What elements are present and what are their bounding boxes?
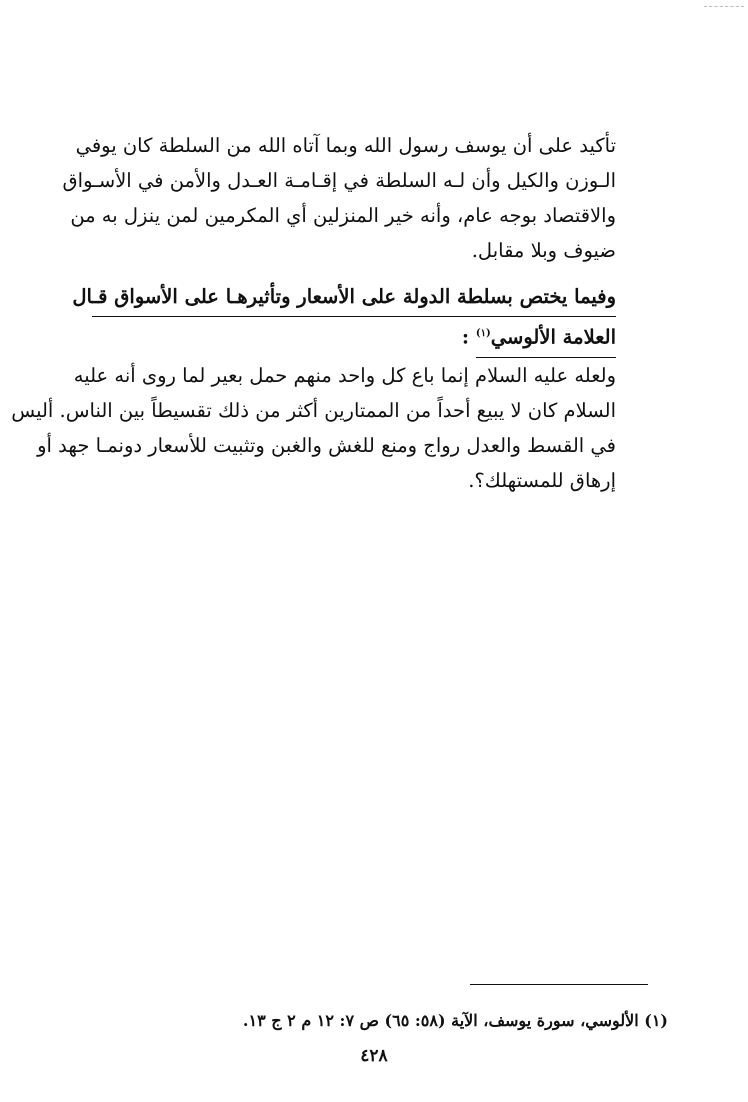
paragraph-line: السلام كان لا يبيع أحداً من الممتارين أكثر من ذلك تقسيطاً بين الناس. أليس (11, 399, 616, 422)
heading-colon: : (461, 325, 470, 349)
scan-mark (704, 6, 744, 8)
footnote-reference[interactable]: (١) (475, 328, 491, 339)
paragraph-line-last: إرهاق للمستهلك؟. (468, 469, 616, 492)
heading-line-2-underlined (476, 317, 616, 358)
section-heading (72, 280, 616, 358)
footnote: (١) الألوسي، سورة يوسف، الآية (٥٨: ٦٥) ص ٧: ١٢ م ٢ ج ١٣. (242, 1011, 668, 1030)
paragraph-line: الـوزن والكيل وأن لـه السلطة في إقـامـة العـدل والأمن في الأسـواق (62, 169, 616, 192)
paragraph-line: تأكيد على أن يوسف رسول الله وبما آتاه الله من السلطة كان يوفي (75, 134, 616, 157)
heading-line-2 (92, 317, 616, 358)
paragraph-line: والاقتصاد بوجه عام، وأنه خير المنزلين أي المكرمين لمن ينزل به من (70, 204, 616, 227)
page-number: ٤٢٨ (360, 1046, 388, 1066)
paragraph-line: ولعله عليه السلام إنما باع كل واحد منهم حمل بعير لما روى أنه عليه (73, 364, 616, 387)
paragraph-line-last: ضيوف وبلا مقابل. (471, 239, 616, 262)
paragraph-quote (11, 358, 616, 498)
heading-line-1: وفيما يختص بسلطة الدولة على الأسعار وتأثيرهـا على الأسواق قـال (92, 280, 616, 317)
heading-author: العلامة الألوسي (490, 325, 616, 349)
paragraph-line: في القسط والعدل رواج ومنع للغش والغبن وتثبيت للأسعار دونمـا جهد أو (37, 434, 616, 457)
paragraph-intro (62, 128, 616, 268)
footnote-separator (470, 984, 648, 985)
